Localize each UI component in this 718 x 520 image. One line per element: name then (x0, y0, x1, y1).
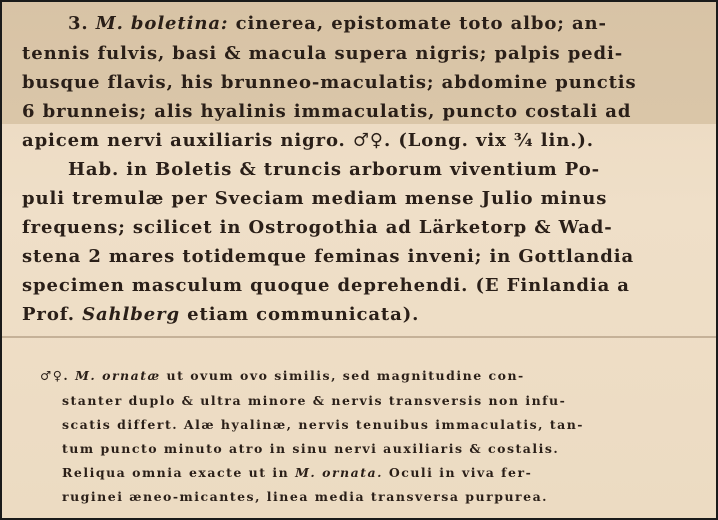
text-line: ♂♀. M. ornatæ ut ovum ovo similis, sed magnitudine con- (40, 368, 525, 383)
text-line: Hab. in Boletis & truncis arborum viventium Po- (68, 159, 601, 180)
text-line: stanter duplo & ultra minore & nervis transversis non infu- (62, 393, 567, 408)
entry-number: 3. (68, 13, 89, 34)
text-line: scatis differt. Alæ hyalinæ, nervis tenuibus immaculatis, tan- (62, 417, 584, 432)
species-name: M. ornatæ (75, 368, 161, 383)
text-line: tum puncto minuto atro in sinu nervi auxiliaris & costalis. (62, 441, 560, 456)
text-line: tennis fulvis, basi & macula supera nigris; palpis pedi- (22, 43, 624, 64)
text-line: Reliqua omnia exacte ut in M. ornata. Oculi in viva fer- (62, 465, 533, 480)
text-line: busque flavis, his brunneo-maculatis; abdomine punctis (22, 72, 637, 93)
species-name: M. boletina: (95, 13, 229, 34)
text-line: stena 2 mares totidemque feminas inveni; in Gottlandia (22, 246, 635, 267)
text-line: specimen masculum quoque deprehendi. (E Finlandia a (22, 275, 630, 296)
text-line: ruginei æneo-micantes, linea media transversa purpurea. (62, 489, 549, 504)
text-line: puli tremulæ per Sveciam mediam mense Julio minus (22, 188, 608, 209)
text-line: frequens; scilicet in Ostrogothia ad Lärketorp & Wad- (22, 217, 613, 238)
text-line: Prof. Sahlberg etiam communicata). (22, 304, 420, 325)
person-name: Sahlberg (82, 304, 180, 325)
section-divider (2, 336, 716, 338)
text-line: 3. M. boletina: cinerea, epistomate toto albo; an- (68, 13, 607, 34)
text-line: 6 brunneis; alis hyalinis immaculatis, puncto costali ad (22, 101, 632, 122)
text-line: apicem nervi auxiliaris nigro. ♂♀. (Long. vix ¾ lin.). (22, 130, 594, 151)
species-name: M. ornata. (295, 465, 383, 480)
